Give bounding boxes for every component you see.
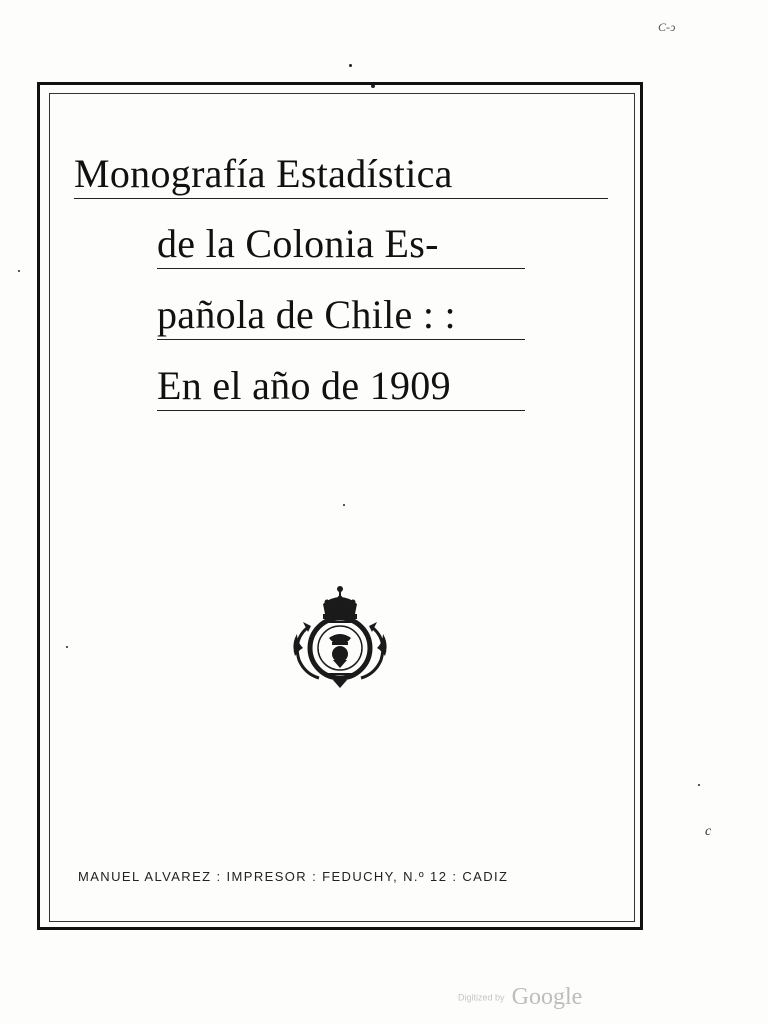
- watermark-prefix: Digitized by: [458, 992, 505, 1003]
- corner-handwritten-mark: C-ↄ: [658, 20, 676, 34]
- title-line-3: pañola de Chile : :: [157, 292, 456, 337]
- title-underline-4: [157, 410, 525, 411]
- printer-imprint: MANUEL ALVAREZ : IMPRESOR : FEDUCHY, N.º 12 : CADIZ: [78, 869, 509, 884]
- inner-page-border: [49, 93, 635, 922]
- speck: [698, 784, 700, 786]
- google-logo: Google: [511, 984, 583, 1010]
- title-underline-1: [74, 198, 608, 199]
- speck: [18, 270, 20, 272]
- crowned-coat-of-arms-seal-icon: [285, 584, 395, 692]
- margin-letter-mark: c: [705, 824, 712, 839]
- speck: [349, 64, 352, 67]
- digitized-by-google-watermark: [458, 984, 582, 1011]
- title-underline-2: [157, 268, 525, 269]
- title-line-1: Monografía Estadística: [74, 151, 453, 196]
- title-line-4: En el año de 1909: [157, 363, 451, 408]
- title-line-2: de la Colonia Es-: [157, 221, 439, 266]
- title-underline-3: [157, 339, 525, 340]
